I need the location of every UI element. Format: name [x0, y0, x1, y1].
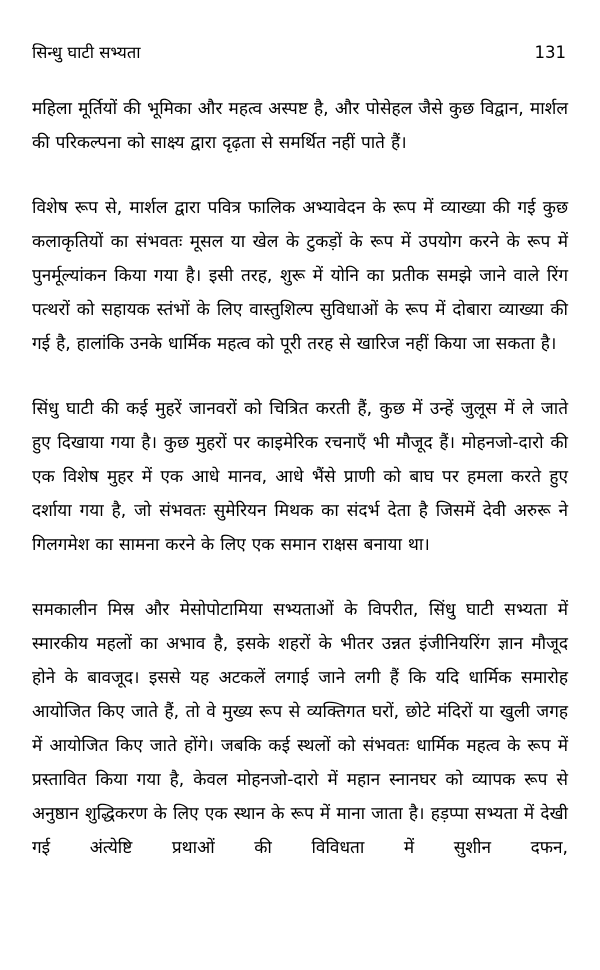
chapter-title: सिन्धु घाटी सभ्यता: [32, 43, 141, 62]
page-number: 131: [534, 43, 566, 62]
body-text: [32, 92, 568, 865]
paragraph: विशेष रूप से, मार्शल द्वारा पवित्र फालिक अभ्यावेदन के रूप में व्याख्या की गई कुछ कलाकृतियों का संभवतः मूसल या खेल के टुकड़ों के रूप में उपयोग करने के रूप में पुनर्मूल्यांकन किया गया है। इसी तरह, शुरू में योनि का प्रतीक समझे जाने वाले रिंग पत्थरों को सहायक स्तंभों के लिए वास्तुशिल्प सुविधाओं के रूप में दोबारा व्याख्या की गई है, हालांकि उनके धार्मिक महत्व को पूरी तरह से खारिज नहीं किया जा सकता है।: [32, 198, 568, 354]
running-header: [32, 40, 566, 64]
paragraph: सिंधु घाटी की कई मुहरें जानवरों को चित्रित करती हैं, कुछ में उन्हें जुलूस में ले जाते हुए दिखाया गया है। कुछ मुहरों पर काइमेरिक रचनाएँ भी मौजूद हैं। मोहनजो-दारो की एक विशेष मुहर में एक आधे मानव, आधे भैंसे प्राणी को बाघ पर हमला करते हुए दर्शाया गया है, जो संभवतः सुमेरियन मिथक का संदर्भ देता है जिसमें देवी अरुरू ने गिलगमेश का सामना करने के लिए एक समान राक्षस बनाया था।: [32, 399, 568, 555]
paragraph: समकालीन मिस्र और मेसोपोटामिया सभ्यताओं के विपरीत, सिंधु घाटी सभ्यता में स्मारकीय महलों का अभाव है, इसके शहरों के भीतर उन्नत इंजीनियरिंग ज्ञान मौजूद होने के बावजूद। इससे यह अटकलें लगाई जाने लगी हैं कि यदि धार्मिक समारोह आयोजित किए जाते हैं, तो वे मुख्य रूप से व्यक्तिगत घरों, छोटे मंदिरों या खुली जगह में आयोजित किए जाते होंगे। जबकि कई स्थलों को संभवतः धार्मिक महत्व के रूप में प्रस्तावित किया गया है, केवल मोहनजो-दारो में महान स्नानघर को व्यापक रूप से अनुष्ठान शुद्धिकरण के लिए एक स्थान के रूप में माना जाता है। हड़प्पा सभ्यता में देखी गई अंत्येष्टि प्रथाओं की विविधता में सुशीन दफन,: [32, 600, 568, 858]
paragraph: महिला मूर्तियों की भूमिका और महत्व अस्पष्ट है, और पोसेहल जैसे कुछ विद्वान, मार्शल की परिकल्पना को साक्ष्य द्वारा दृढ़ता से समर्थित नहीं पाते हैं।: [32, 99, 568, 153]
